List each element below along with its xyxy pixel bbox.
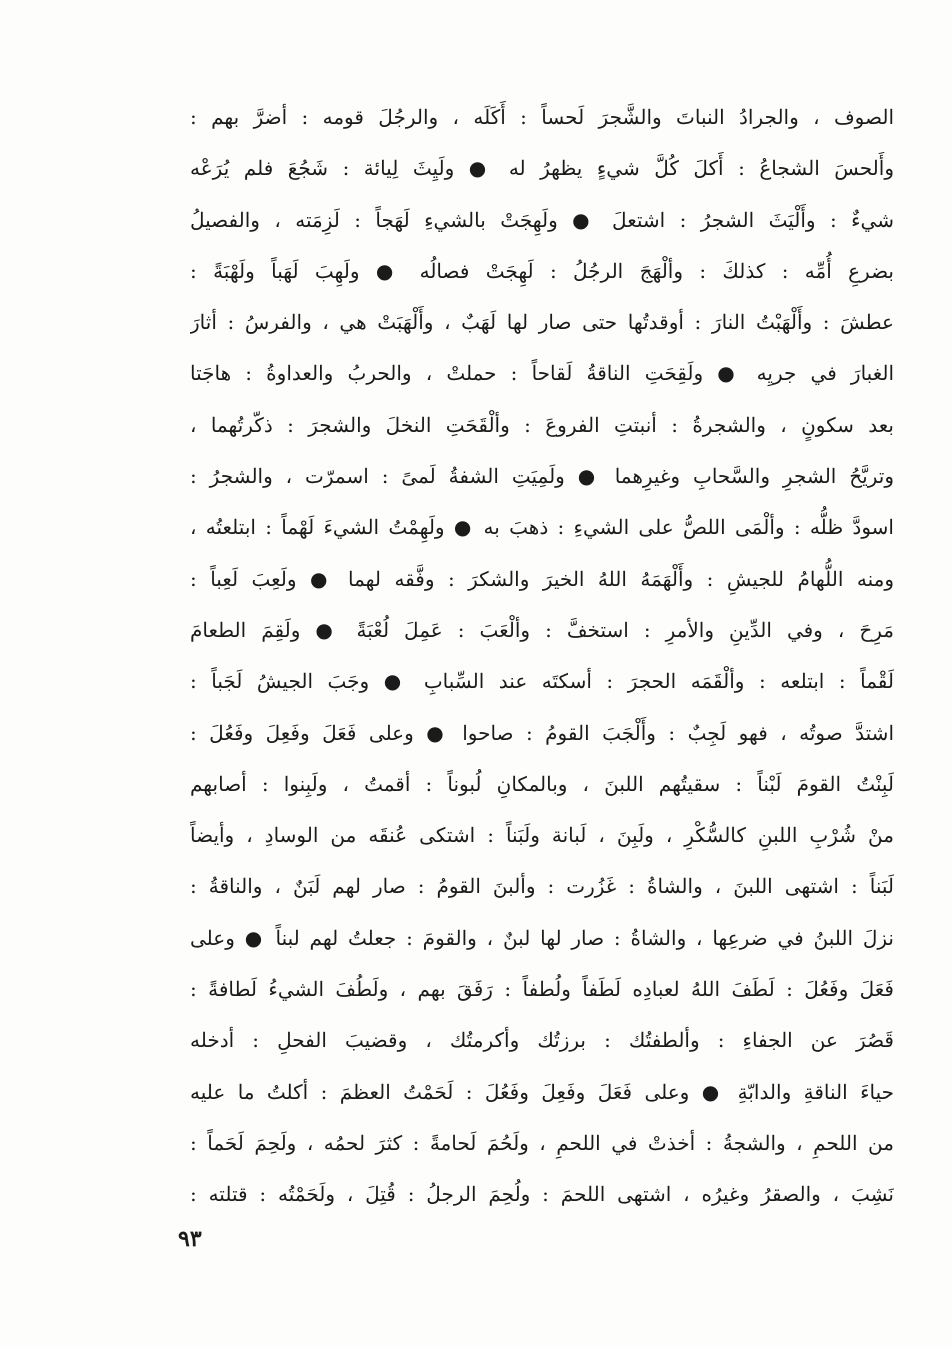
text-line: قَصُرَ عن الجفاءِ : وألطفتُك : برزتُك وأكرمتُك ، وقضيبَ الفحلِ : أدخله [190,1028,894,1053]
text-line: الصوف ، والجرادُ النباتَ والشَّجرَ لَحساً : أَكَلَه ، والرجُلَ قومه : أضرَّ بهم : [190,105,894,129]
text-line: منْ شُرْبِ اللبنِ كالسُّكْرِ ، ولَبِنَ ، لَبانة ولَبَناً : اشتكى عُنقَه من الوسادِ ، وأيضاً [190,823,894,848]
text-line: بضرعِ أُمِّه : كذلكَ : وألْهَجَ الرجُلُ : لَهِجَتْ فصالُه ● ولَهِبَ لَهَباً ولَهْبَةً : [190,258,894,283]
text-line: لَبَناً : اشتهى اللبنَ ، والشاةُ : غَزُرت : وألبنَ القومُ : صار لهم لَبَنٌ ، والناقةُ : [190,874,894,899]
text-line: نَشِبَ ، والصقرُ وغيرُه ، اشتهى اللحمَ : ولُحِمَ الرجلُ : قُتِلَ ، ولَحَمْتُه : قتلته : [190,1182,894,1207]
text-line: لَقْماً : ابتلعه : وألْقَمَه الحجرَ : أسكتَه عند السِّبابِ ● وجَبَ الجيشُ لَجَباً : [190,669,894,694]
text-line: فَعَلَ وفَعُلَ : لَطَفَ اللهُ لعبادِه لَطَفاً ولُطفاً : رَفَقَ بهم ، ولَطُفَ الشيءُ لَطافةً : [190,977,894,1002]
arabic-text-body [190,92,894,1221]
page-number: ٩٣ [178,1226,202,1252]
text-line: نزلَ اللبنُ في ضرعِها ، والشاةُ : صار لها لبنٌ ، والقومَ : جعلتُ لهم لبناً ● وعلى [190,925,894,950]
text-line: اسودَّ ظلُّه : وألْمَى اللصُّ على الشيءِ : ذهبَ به ● ولَهِمْتُ الشيءَ لَهْماً : ابتلعتُه ، [190,515,894,540]
text-line: مَرِحَ ، وفي الدِّينِ والأمرِ : استخفَّ : وألْعَبَ : عَمِلَ لُعْبَةً ● ولَقِمَ الطعامَ [190,617,894,642]
text-line: وتريَّحُ الشجرِ والسَّحابِ وغيرِهما ● ولَمِيَتِ الشفةُ لَمىً : اسمرّت ، والشجرُ : [190,464,894,489]
text-line: ومنه اللُّهامُ للجيشِ : وأَلْهَمَهُ اللهُ الخيرَ والشكرَ : وفَّقه لهما ● ولَعِبَ لَعِباً : [190,566,894,591]
text-line: شيءٌ : وأَلْيَثَ الشجرُ : اشتعلَ ● ولَهِجَتْ بالشيءِ لَهَجاً : لَزِمَته ، والفصيلُ [190,207,894,232]
text-line: لَبِنْتُ القومَ لَبْناً : سقيتُهم اللبنَ ، وبالمكانِ لُبوناً : أقمتُ ، ولَبِنوا : أصابهم [190,771,894,796]
text-line: اشتدَّ صوتُه ، فهو لَجِبٌ : وأَلْجَبَ القومُ : صاحوا ● وعلى فَعَلَ وفَعِلَ وفَعُلَ : [190,720,894,745]
text-line: حياءَ الناقةِ والدابّةِ ● وعلى فَعَلَ وفَعِلَ وفَعُلَ : لَحَمْتُ العظمَ : أكلتُ ما عليه [190,1079,894,1104]
text-line: الغبارَ في جريِه ● ولَقِحَتِ الناقةُ لَقاحاً : حملتْ ، والحربُ والعداوةُ : هاجَتا [190,361,894,386]
text-line: من اللحمِ ، والشجةُ : أخذتْ في اللحمِ ، ولَحُمَ لَحامةً : كثرَ لحمُه ، ولَحِمَ لَحَماً : [190,1130,894,1155]
text-line: بعد سكونٍ ، والشجرةُ : أنبتتِ الفروعَ : وألْقَحَتِ النخلَ والشجرَ : ذكّرتُهما ، [190,412,894,437]
text-line: وأَلحسَ الشجاعُ : أَكلَ كُلَّ شيءٍ يظهرُ له ● ولَيِثَ لِيائة : شَجُعَ فلم يُرَعْه [190,156,894,181]
text-line: عطشَ : وأَلْهَبْتُ النارَ : أوقدتُها حتى صار لها لَهَبٌ ، وأَلْهَبَتْ هي ، والفرسُ : أثارَ [190,310,894,335]
